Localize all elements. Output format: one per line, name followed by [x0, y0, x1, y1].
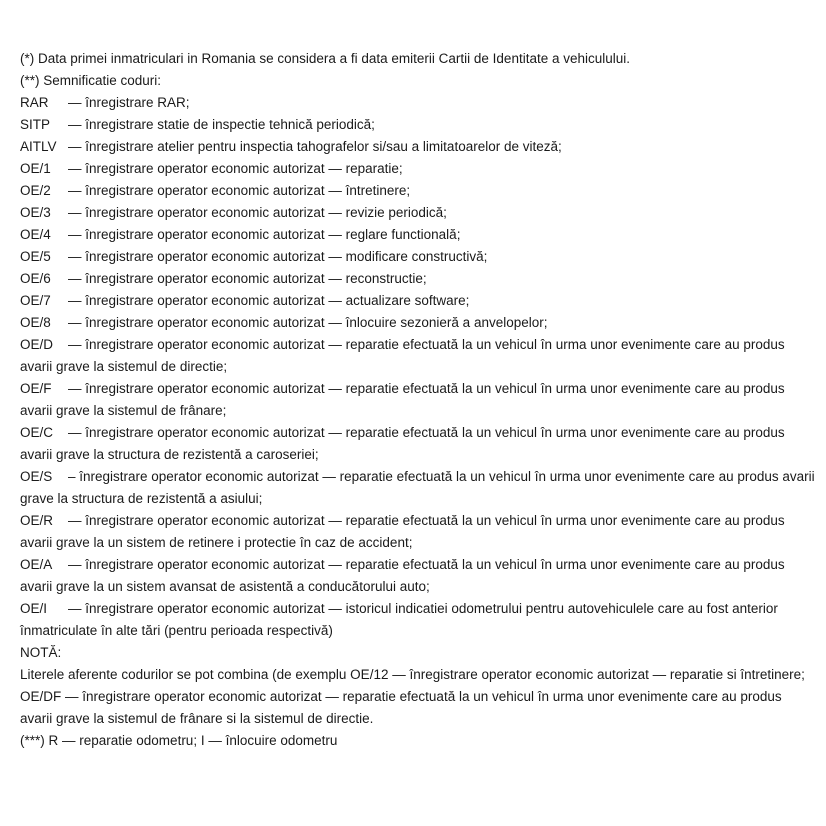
code-label: OE/2: [20, 183, 51, 198]
codes-heading: (**) Semnificatie coduri:: [20, 73, 162, 88]
code-description: — înregistrare operator economic autorizat — reparatie efectuată la un vehicul în urma unor evenimente care au produs avarii grave la un sistem de retinere i protectie în caz de accident;: [20, 513, 785, 550]
code-label: OE/8: [20, 315, 51, 330]
code-entry-oe8: [20, 312, 816, 334]
code-description: — înregistrare operator economic autorizat — înlocuire sezonieră a anvelopelor;: [68, 315, 548, 330]
code-entry-oef: [20, 378, 816, 422]
code-description: — înregistrare operator economic autorizat — modificare constructivă;: [68, 249, 488, 264]
code-description: — înregistrare atelier pentru inspectia tahografelor si/sau a limitatoarelor de viteză;: [68, 139, 562, 154]
code-description: — înregistrare operator economic autorizat — reparatie;: [68, 161, 403, 176]
code-entry-oe2: [20, 180, 816, 202]
code-entry-oe4: [20, 224, 816, 246]
code-label: OE/I: [20, 601, 48, 616]
code-label: OE/R: [20, 513, 54, 528]
code-label: OE/6: [20, 271, 51, 286]
code-description: — înregistrare operator economic autorizat — întretinere;: [68, 183, 411, 198]
code-description: — înregistrare operator economic autorizat — reparatie efectuată la un vehicul în urma unor evenimente care au produs avarii grave la sistemul de directie;: [20, 337, 785, 374]
code-entry-oes: [20, 466, 816, 510]
code-label: OE/D: [20, 337, 54, 352]
code-label: OE/5: [20, 249, 51, 264]
code-entry-oea: [20, 554, 816, 598]
code-entry-oe3: [20, 202, 816, 224]
document-body: [20, 48, 816, 752]
code-description: – înregistrare operator economic autorizat — reparatie efectuată la un vehicul în urma unor evenimente care au produs avarii grave la structura de rezistentă a asiului;: [20, 469, 815, 506]
code-label: OE/7: [20, 293, 51, 308]
code-label: RAR: [20, 95, 49, 110]
code-description: — înregistrare RAR;: [68, 95, 190, 110]
code-description: — înregistrare operator economic autorizat — revizie periodică;: [68, 205, 447, 220]
code-description: — înregistrare operator economic autorizat — reparatie efectuată la un vehicul în urma unor evenimente care au produs avarii grave la un sistem avansat de asistentă a conducătorului auto;: [20, 557, 785, 594]
code-label: AITLV: [20, 139, 57, 154]
nota-title: NOTĂ:: [20, 645, 62, 660]
code-label: OE/S: [20, 469, 53, 484]
code-entry-oe7: [20, 290, 816, 312]
code-label: SITP: [20, 117, 51, 132]
code-entry-aitlv: [20, 136, 816, 158]
code-label: OE/1: [20, 161, 51, 176]
footnote-odometer: (***) R — reparatie odometru; I — înlocuire odometru: [20, 733, 338, 748]
code-description: — înregistrare operator economic autorizat — reparatie efectuată la un vehicul în urma unor evenimente care au produs avarii grave la sistemul de frânare;: [20, 381, 785, 418]
code-description: — înregistrare operator economic autorizat — reparatie efectuată la un vehicul în urma unor evenimente care au produs avarii grave la structura de rezistentă a caroseriei;: [20, 425, 785, 462]
code-description: — înregistrare operator economic autorizat — reglare functională;: [68, 227, 461, 242]
code-description: — înregistrare operator economic autorizat — istoricul indicatiei odometrului pentru autovehiculele care au fost anterior înmatriculate în alte tări (pentru perioada respectivă): [20, 601, 778, 638]
code-label: OE/A: [20, 557, 53, 572]
code-description: — înregistrare operator economic autorizat — actualizare software;: [68, 293, 470, 308]
code-label: OE/3: [20, 205, 51, 220]
code-entry-oed: [20, 334, 816, 378]
code-description: — înregistrare statie de inspectie tehnică periodică;: [68, 117, 375, 132]
code-label: OE/C: [20, 425, 54, 440]
code-entry-oei: [20, 598, 816, 642]
code-entry-rar: [20, 92, 816, 114]
code-label: OE/F: [20, 381, 52, 396]
code-entry-oec: [20, 422, 816, 466]
code-entry-sitp: [20, 114, 816, 136]
code-entry-oe5: [20, 246, 816, 268]
code-description: — înregistrare operator economic autorizat — reconstructie;: [68, 271, 427, 286]
nota-body: Literele aferente codurilor se pot combina (de exemplu OE/12 — înregistrare operator economic autorizat — reparatie si întretinere; OE/DF — înregistrare operator economic autorizat — reparatie efectuată la un vehicul în urma unor evenimente care au produs avarii grave la sistemul de frânare si la sistemul de directie.: [20, 667, 805, 726]
code-entry-oer: [20, 510, 816, 554]
code-entry-oe6: [20, 268, 816, 290]
code-entry-oe1: [20, 158, 816, 180]
footnote-first-registration: (*) Data primei inmatriculari in Romania se considera a fi data emiterii Cartii de Identitate a vehiculului.: [20, 51, 631, 66]
code-label: OE/4: [20, 227, 51, 242]
